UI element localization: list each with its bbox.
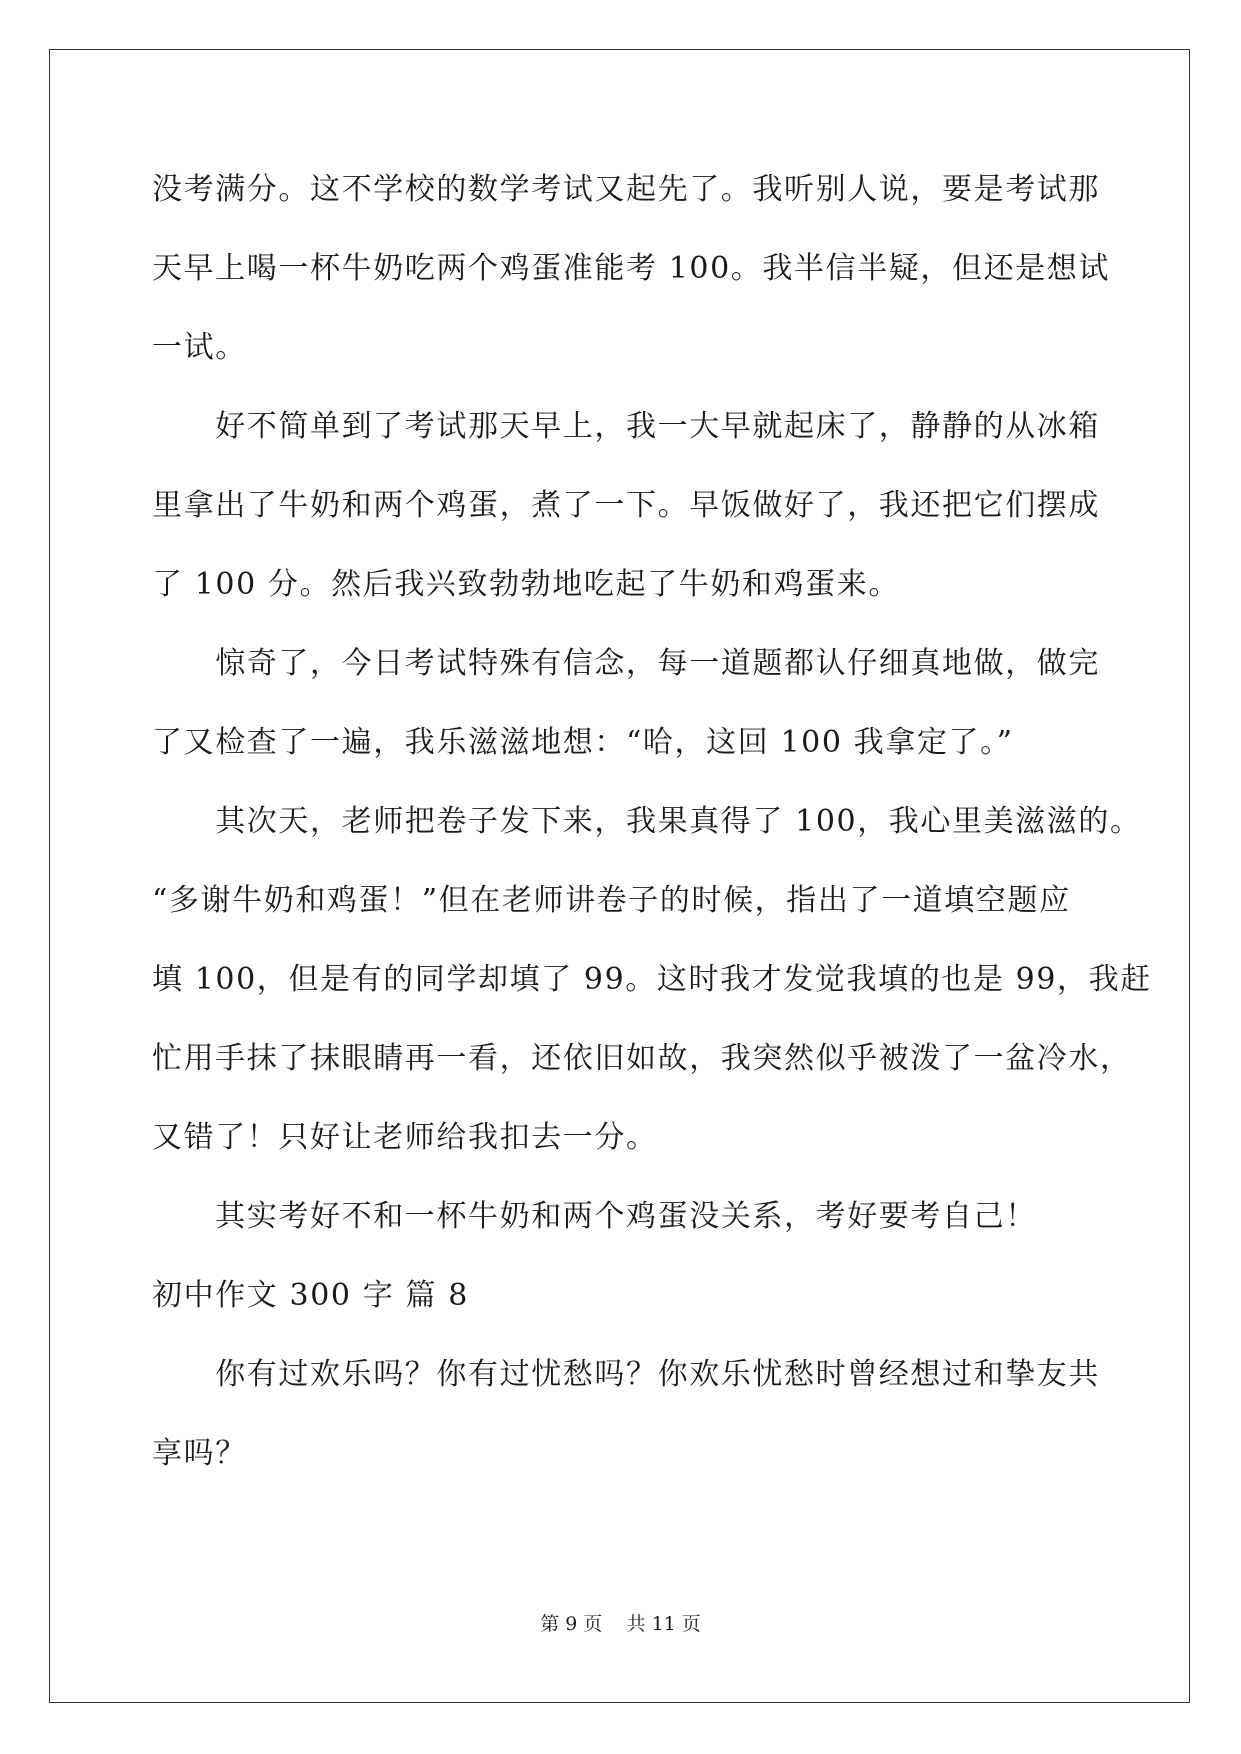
text-line: 填 100，但是有的同学却填了 99。这时我才发觉我填的也是 99，我赶 (152, 962, 1152, 997)
text-line: 惊奇了，今日考试特殊有信念，每一道题都认仔细真地做，做完 (152, 646, 1100, 681)
text-line: 一试。 (152, 330, 247, 365)
text-line: 里拿出了牛奶和两个鸡蛋，煮了一下。早饭做好了，我还把它们摆成 (152, 488, 1100, 523)
text-line: 其次天，老师把卷子发下来，我果真得了 100，我心里美滋滋的。 (152, 804, 1142, 839)
text-line: “多谢牛奶和鸡蛋！”但在老师讲卷子的时候，指出了一道填空题应 (152, 883, 1071, 918)
text-line: 又错了！只好让老师给我扣去一分。 (152, 1120, 658, 1155)
text-line: 享吗？ (152, 1436, 247, 1471)
text-line: 忙用手抹了抹眼睛再一看，还依旧如故，我突然似乎被泼了一盆冷水， (152, 1041, 1132, 1076)
text-line: 没考满分。这不学校的数学考试又起先了。我听别人说，要是考试那 (152, 172, 1100, 207)
section-heading: 初中作文 300 字 篇 8 (152, 1278, 469, 1313)
text-line: 你有过欢乐吗？你有过忧愁吗？你欢乐忧愁时曾经想过和挚友共 (152, 1357, 1100, 1392)
text-line: 了又检查了一遍，我乐滋滋地想：“哈，这回 100 我拿定了。” (152, 725, 1014, 760)
text-line: 天早上喝一杯牛奶吃两个鸡蛋准能考 100。我半信半疑，但还是想试 (152, 251, 1110, 286)
text-line: 了 100 分。然后我兴致勃勃地吃起了牛奶和鸡蛋来。 (152, 567, 900, 602)
page-number: 第 9 页 共 11 页 (540, 1613, 701, 1635)
text-line: 好不简单到了考试那天早上，我一大早就起床了，静静的从冰箱 (152, 409, 1100, 444)
text-line: 其实考好不和一杯牛奶和两个鸡蛋没关系，考好要考自己！ (152, 1199, 1037, 1234)
